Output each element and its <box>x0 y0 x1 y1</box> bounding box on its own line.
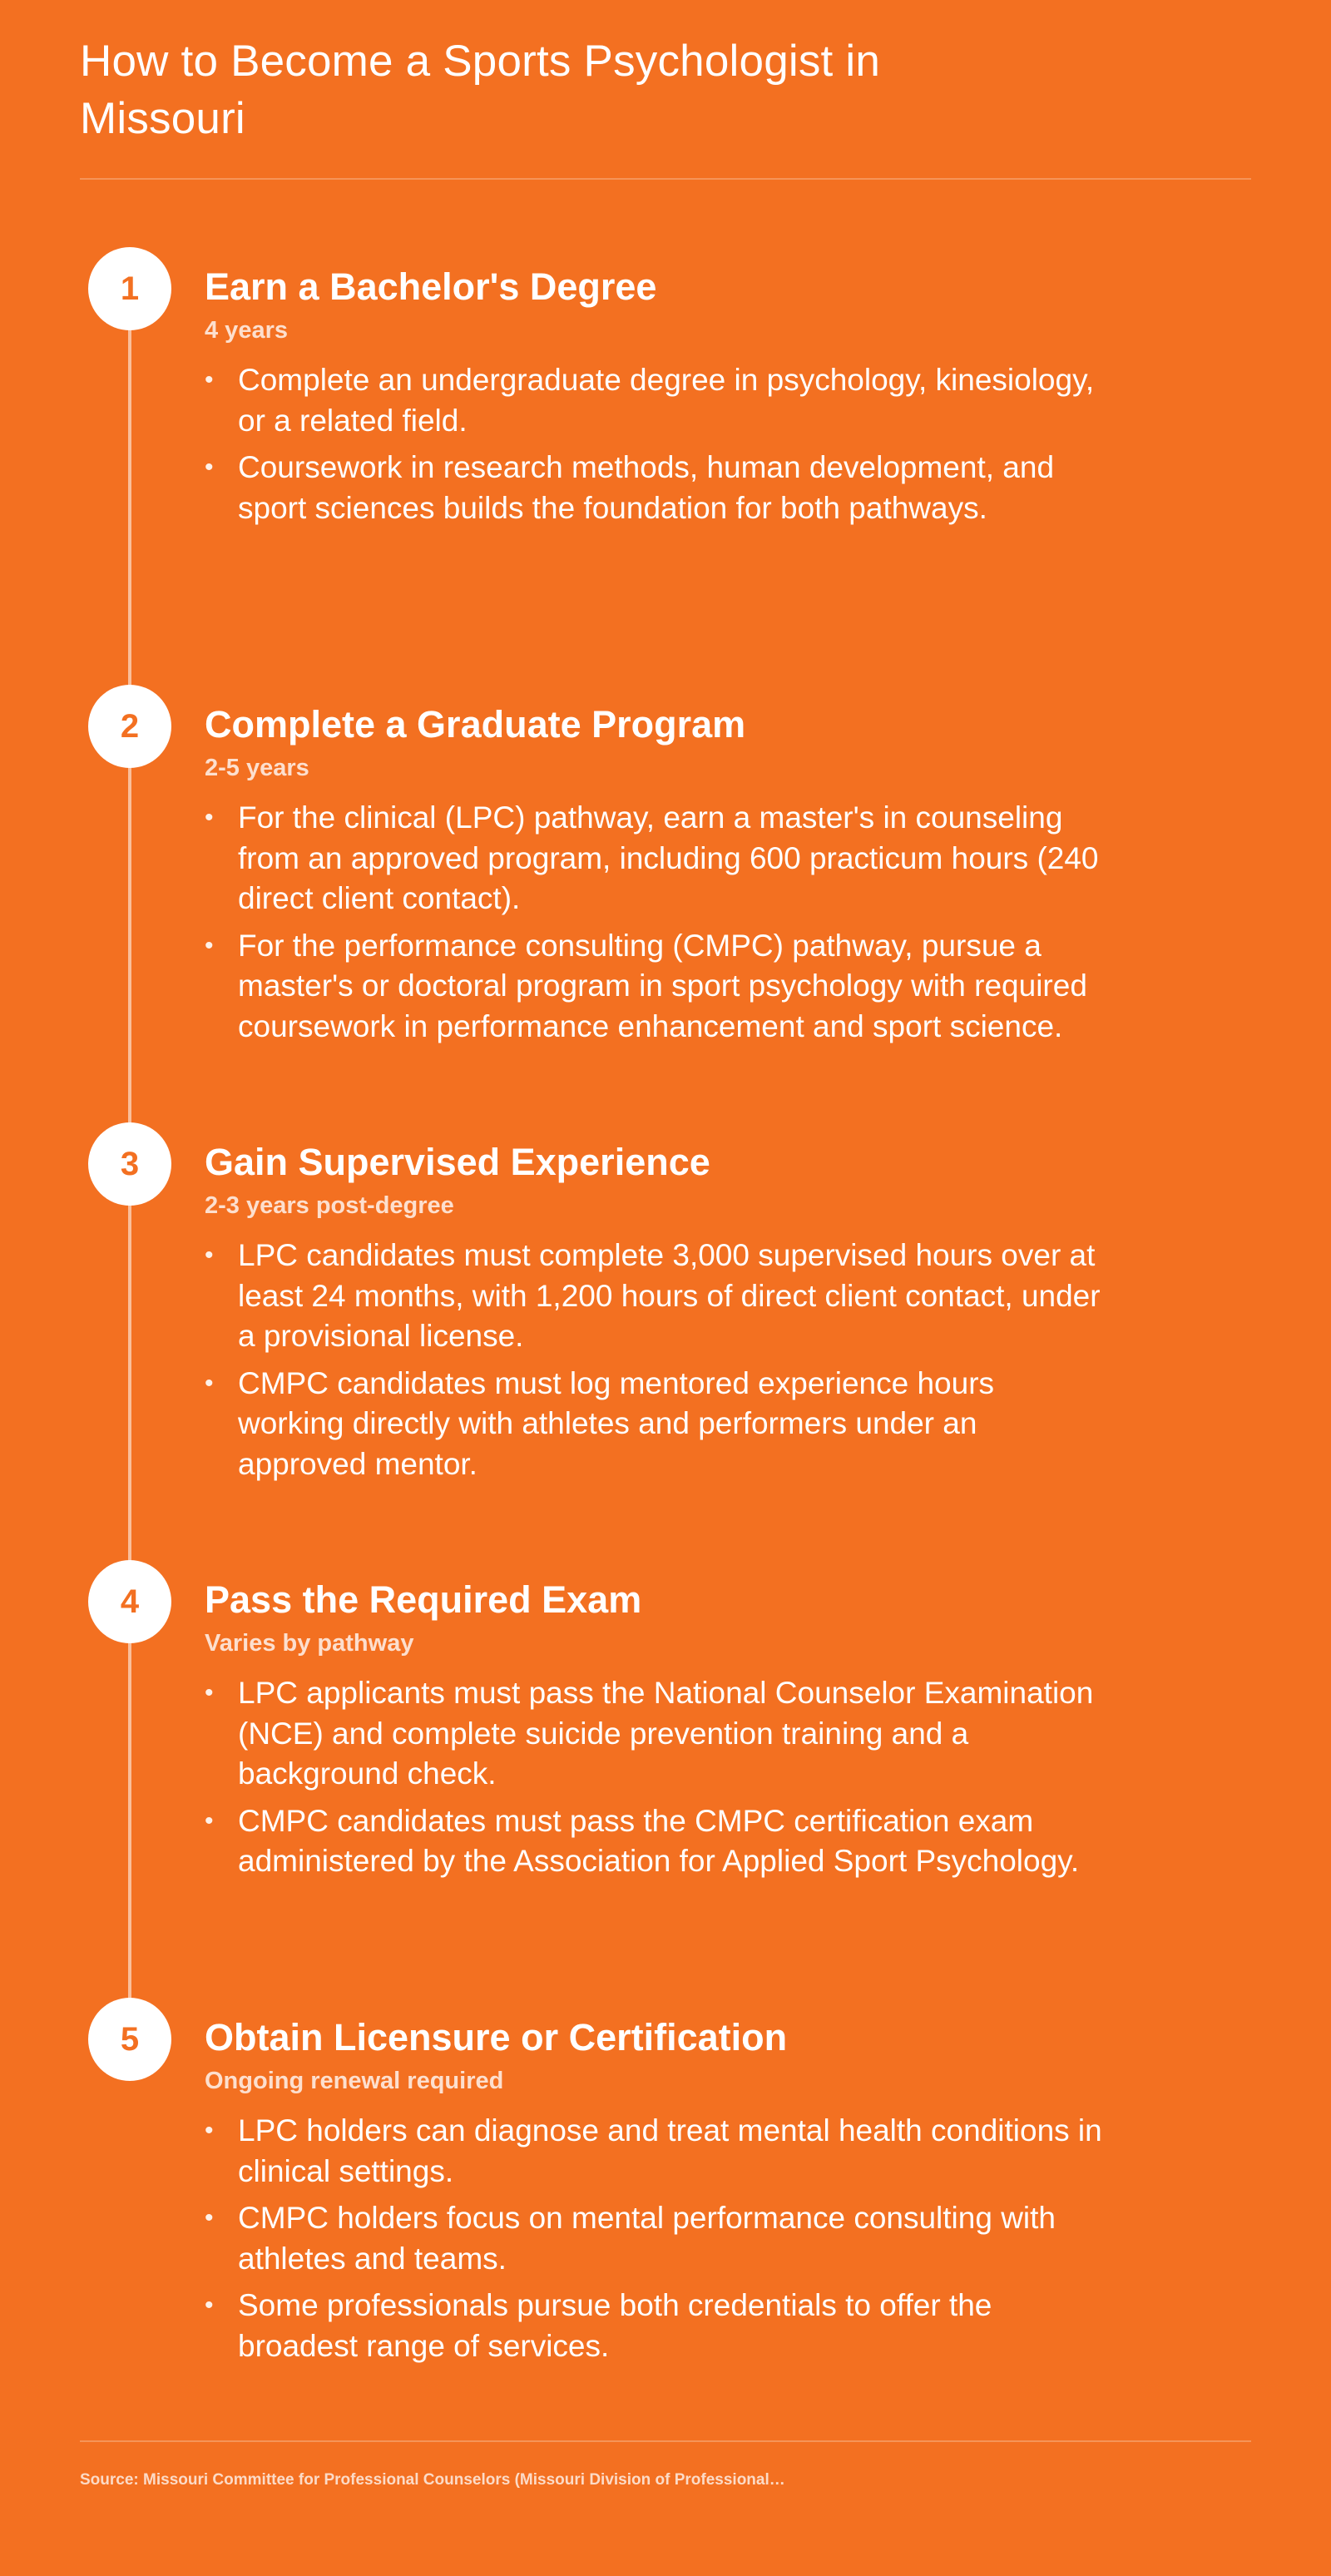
step-number-circle: 1 <box>88 247 171 330</box>
bottom-divider <box>80 2440 1251 2442</box>
step-bullet <box>205 1236 1103 1357</box>
step-bullet <box>205 360 1103 441</box>
bullet-text: CMPC candidates must pass the CMPC certification exam administered by the Association for Applied Sport Psychology. <box>238 1803 1080 1878</box>
step-number-circle: 5 <box>88 1998 171 2081</box>
step-title: Obtain Licensure or Certification <box>205 2016 788 2058</box>
step-bullet <box>205 1364 1103 1485</box>
source-note: Source: Missouri Committee for Professional Counselors (Missouri Division of Professional… <box>80 2471 785 2489</box>
bullet-text: For the performance consulting (CMPC) pathway, pursue a master's or doctoral program in sport psychology with required coursework in performance enhancement and sport science. <box>238 928 1087 1043</box>
bullet-text: CMPC candidates must log mentored experience hours working directly with athletes and performers under an approved mentor. <box>238 1365 995 1481</box>
step-bullet-list <box>205 798 1103 1053</box>
bullet-dot-icon: • <box>205 2291 214 2319</box>
bullet-text: CMPC holders focus on mental performance consulting with athletes and teams. <box>238 2201 1056 2276</box>
step-bullet <box>205 2286 1103 2366</box>
bullet-dot-icon: • <box>205 366 214 394</box>
step-title: Pass the Required Exam <box>205 1578 642 1621</box>
bullet-text: LPC candidates must complete 3,000 supervised hours over at least 24 months, with 1,200 hours of direct client contact, under a provisional license. <box>238 1238 1101 1353</box>
step-bullet <box>205 448 1103 528</box>
step-title: Gain Supervised Experience <box>205 1141 710 1183</box>
step-bullet-list <box>205 360 1103 535</box>
bullet-dot-icon: • <box>205 1241 214 1269</box>
bullet-dot-icon: • <box>205 804 214 831</box>
step-bullet <box>205 1801 1103 1882</box>
top-divider <box>80 178 1251 180</box>
step-bullet <box>205 798 1103 919</box>
step-number-circle: 2 <box>88 685 171 768</box>
step-duration: 2-5 years <box>205 755 309 781</box>
bullet-dot-icon: • <box>205 1369 214 1397</box>
step-bullet <box>205 1673 1103 1795</box>
bullet-text: Complete an undergraduate degree in psychology, kinesiology, or a related field. <box>238 363 1095 438</box>
bullet-text: For the clinical (LPC) pathway, earn a master's in counseling from an approved program, including 600 practicum hours (240 direct client contact). <box>238 800 1099 915</box>
step-number-circle: 4 <box>88 1560 171 1643</box>
step-duration: Ongoing renewal required <box>205 2068 504 2094</box>
bullet-text: LPC applicants must pass the National Counselor Examination (NCE) and complete suicide prevention training and a background check. <box>238 1676 1094 1791</box>
bullet-dot-icon: • <box>205 2204 214 2232</box>
step-duration: 4 years <box>205 317 288 344</box>
step-number-circle: 3 <box>88 1122 171 1206</box>
page-title: How to Become a Sports Psychologist in Missouri <box>80 37 881 143</box>
step-bullet <box>205 2198 1103 2279</box>
bullet-dot-icon: • <box>205 2117 214 2144</box>
step-duration: 2-3 years post-degree <box>205 1192 454 1219</box>
bullet-text: Coursework in research methods, human development, and sport sciences builds the foundation for both pathways. <box>238 450 1055 525</box>
bullet-dot-icon: • <box>205 453 214 481</box>
step-bullet-list <box>205 1236 1103 1491</box>
bullet-dot-icon: • <box>205 1806 214 1835</box>
bullet-text: Some professionals pursue both credentials to offer the broadest range of services. <box>238 2288 992 2363</box>
step-bullet-list <box>205 2111 1103 2373</box>
step-bullet <box>205 926 1103 1048</box>
bullet-dot-icon: • <box>205 1679 214 1707</box>
step-bullet <box>205 2111 1103 2192</box>
bullet-text: LPC holders can diagnose and treat mental health conditions in clinical settings. <box>238 2113 1102 2188</box>
step-bullet-list <box>205 1673 1103 1889</box>
bullet-dot-icon: • <box>205 931 214 959</box>
step-duration: Varies by pathway <box>205 1630 414 1657</box>
step-title: Earn a Bachelor's Degree <box>205 265 657 308</box>
step-title: Complete a Graduate Program <box>205 703 746 746</box>
